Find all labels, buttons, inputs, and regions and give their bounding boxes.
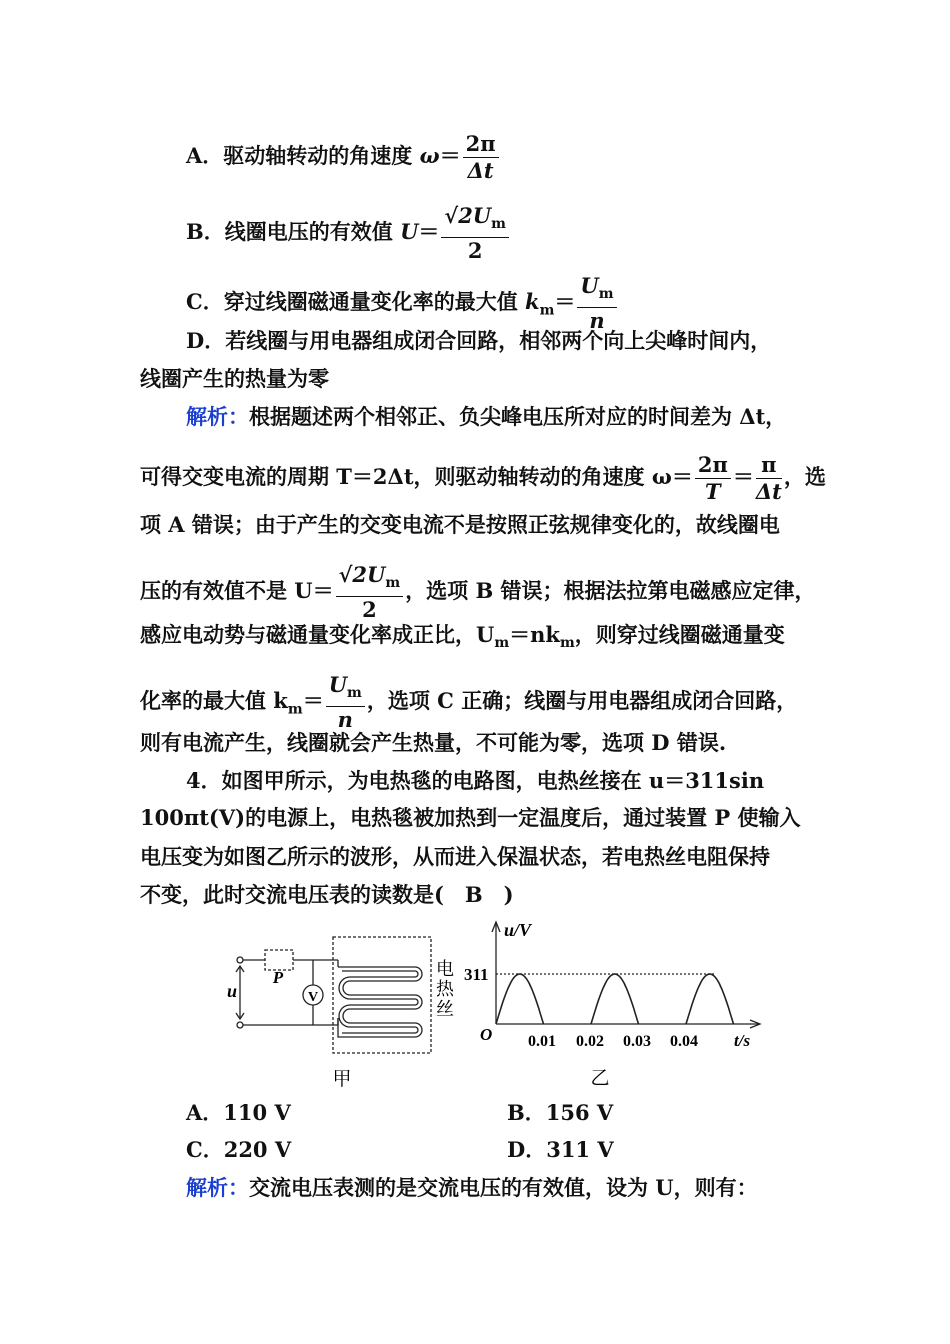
sub: m — [559, 635, 575, 652]
label-u: u — [226, 981, 238, 1001]
analysis-q3-line7: 则有电流产生，线圈就会产生热量，不可能为零，选项 D 错误. — [140, 730, 727, 755]
waveform-hump-2 — [591, 974, 639, 1024]
analysis-q3-line3: 项 A 错误；由于产生的交变电流不是按照正弦规律变化的，故线圈电 — [140, 512, 780, 537]
analysis-q3-line1 — [186, 402, 786, 432]
fraction-b-num-sub: m — [491, 216, 506, 233]
analysis-q4 — [186, 1173, 758, 1203]
heater-label-1: 电 — [436, 959, 454, 979]
option4-a: A．110 V — [186, 1100, 291, 1125]
sub: m — [494, 635, 510, 652]
equals: ＝ — [439, 143, 461, 168]
analysis-label: 解析： — [186, 1175, 249, 1200]
u-symbol: U — [400, 219, 419, 245]
waveform-hump-1 — [496, 974, 544, 1024]
analysis-q3-line2 — [140, 452, 826, 505]
fraction-b-num: √2U — [444, 203, 492, 228]
option4-c: C．220 V — [186, 1137, 292, 1162]
fraction-num-sub: m — [385, 575, 401, 592]
option4-b: B．156 V — [507, 1100, 614, 1125]
fraction-um-n — [326, 672, 365, 733]
analysis-text: ，选项 C 正确；线圈与用电器组成闭合回路， — [366, 688, 798, 714]
waveform-chart — [460, 912, 770, 1092]
analysis-text: 根据题述两个相邻正、负尖峰电压所对应的时间差为 Δt， — [249, 404, 787, 429]
option-a — [186, 131, 501, 184]
fraction-root2 — [336, 562, 404, 623]
terminal-bottom — [237, 1022, 243, 1028]
equals: ＝ — [732, 464, 754, 489]
analysis-text: 交流电压表测的是交流电压的有效值，设为 U，则有： — [249, 1175, 758, 1200]
fraction-a — [463, 131, 499, 184]
caption-yi: 乙 — [590, 1068, 610, 1089]
fraction-num: U — [328, 672, 348, 697]
analysis-q3-line6 — [140, 672, 797, 733]
analysis-text: 可得交变电流的周期 T＝2Δt，则驱动轴转动的角速度 ω＝ — [140, 464, 693, 489]
fraction-c-num: U — [580, 273, 599, 298]
heater-label-2: 热 — [436, 979, 454, 999]
fraction-a-num: 2π — [463, 131, 499, 158]
analysis-label: 解析： — [186, 404, 249, 429]
fraction-2pi-T — [695, 452, 731, 505]
k-symbol: k — [525, 289, 540, 315]
fraction-num: 2π — [695, 452, 731, 479]
x-tick-0.01: 0.01 — [528, 1033, 556, 1050]
circuit-diagram — [220, 925, 460, 1095]
option-b — [186, 203, 511, 264]
analysis-q3-line5 — [140, 620, 785, 658]
option-b-text: B．线圈电压的有效值 — [186, 219, 401, 245]
fraction-den: n — [337, 707, 353, 733]
analysis-text: 压的有效值不是 U＝ — [140, 578, 334, 604]
fraction-num-sub: m — [347, 685, 362, 702]
option-d-line1: D．若线圈与用电器组成闭合回路，相邻两个向上尖峰时间内， — [186, 328, 772, 353]
analysis-text: ，选 — [783, 464, 826, 489]
fraction-c-den: n — [589, 308, 605, 334]
caption-jia: 甲 — [332, 1069, 352, 1090]
question4-line4: 不变，此时交流电压表的读数是( B ) — [140, 882, 514, 907]
peak-label: 311 — [464, 965, 489, 984]
x-axis-label: t/s — [734, 1031, 751, 1050]
option4-d: D．311 V — [507, 1137, 614, 1162]
equals: ＝ — [302, 688, 324, 714]
analysis-q3-line4 — [140, 562, 816, 623]
sub: m — [287, 701, 303, 718]
fraction-c — [577, 273, 616, 334]
k-sub: m — [539, 302, 555, 319]
analysis-text: ＝nk — [509, 622, 560, 647]
analysis-text: ，则穿过线圈磁通量变 — [574, 622, 785, 647]
device-P — [265, 950, 293, 970]
x-tick-0.02: 0.02 — [576, 1033, 604, 1050]
label-P: P — [272, 968, 284, 987]
equals: ＝ — [554, 289, 576, 315]
waveform-hump-3 — [686, 974, 734, 1024]
fraction-den: 2 — [362, 597, 377, 623]
fraction-a-den: Δt — [467, 158, 494, 183]
label-V: V — [307, 990, 319, 1005]
analysis-text: ，选项 B 错误；根据法拉第电磁感应定律， — [405, 578, 816, 604]
fraction-num: π — [756, 452, 782, 479]
y-axis-label: u/V — [504, 920, 532, 940]
analysis-text: 化率的最大值 k — [140, 688, 288, 714]
question4-line3: 电压变为如图乙所示的波形，从而进入保温状态，若电热丝电阻保持 — [140, 844, 770, 869]
option-d-line2: 线圈产生的热量为零 — [140, 366, 329, 391]
question4-line1: 4．如图甲所示，为电热毯的电路图，电热丝接在 u＝311sin — [186, 768, 765, 793]
origin-label: O — [480, 1025, 493, 1044]
option-a-text: A．驱动轴转动的角速度 — [186, 143, 420, 168]
heater-label-3: 丝 — [436, 999, 454, 1019]
fraction-b-den: 2 — [467, 238, 483, 264]
fraction-c-num-sub: m — [598, 286, 614, 303]
fraction-den: Δt — [755, 479, 782, 504]
omega-symbol: ω — [419, 143, 440, 168]
option-c-text: C．穿过线圈磁通量变化率的最大值 — [186, 289, 526, 315]
terminal-top — [237, 957, 243, 963]
x-tick-0.04: 0.04 — [670, 1033, 698, 1050]
question4-line2: 100πt(V)的电源上，电热毯被加热到一定温度后，通过装置 P 使输入 — [140, 805, 801, 830]
heating-wire-inner — [339, 971, 418, 1033]
x-tick-0.03: 0.03 — [623, 1033, 651, 1050]
analysis-text: 感应电动势与磁通量变化率成正比，U — [140, 622, 495, 647]
option-c — [186, 273, 619, 334]
fraction-den: T — [705, 479, 721, 504]
fraction-num: √2U — [338, 562, 386, 587]
fraction-pi-dt — [756, 452, 782, 505]
fraction-b — [441, 203, 509, 264]
equals: ＝ — [418, 219, 440, 245]
